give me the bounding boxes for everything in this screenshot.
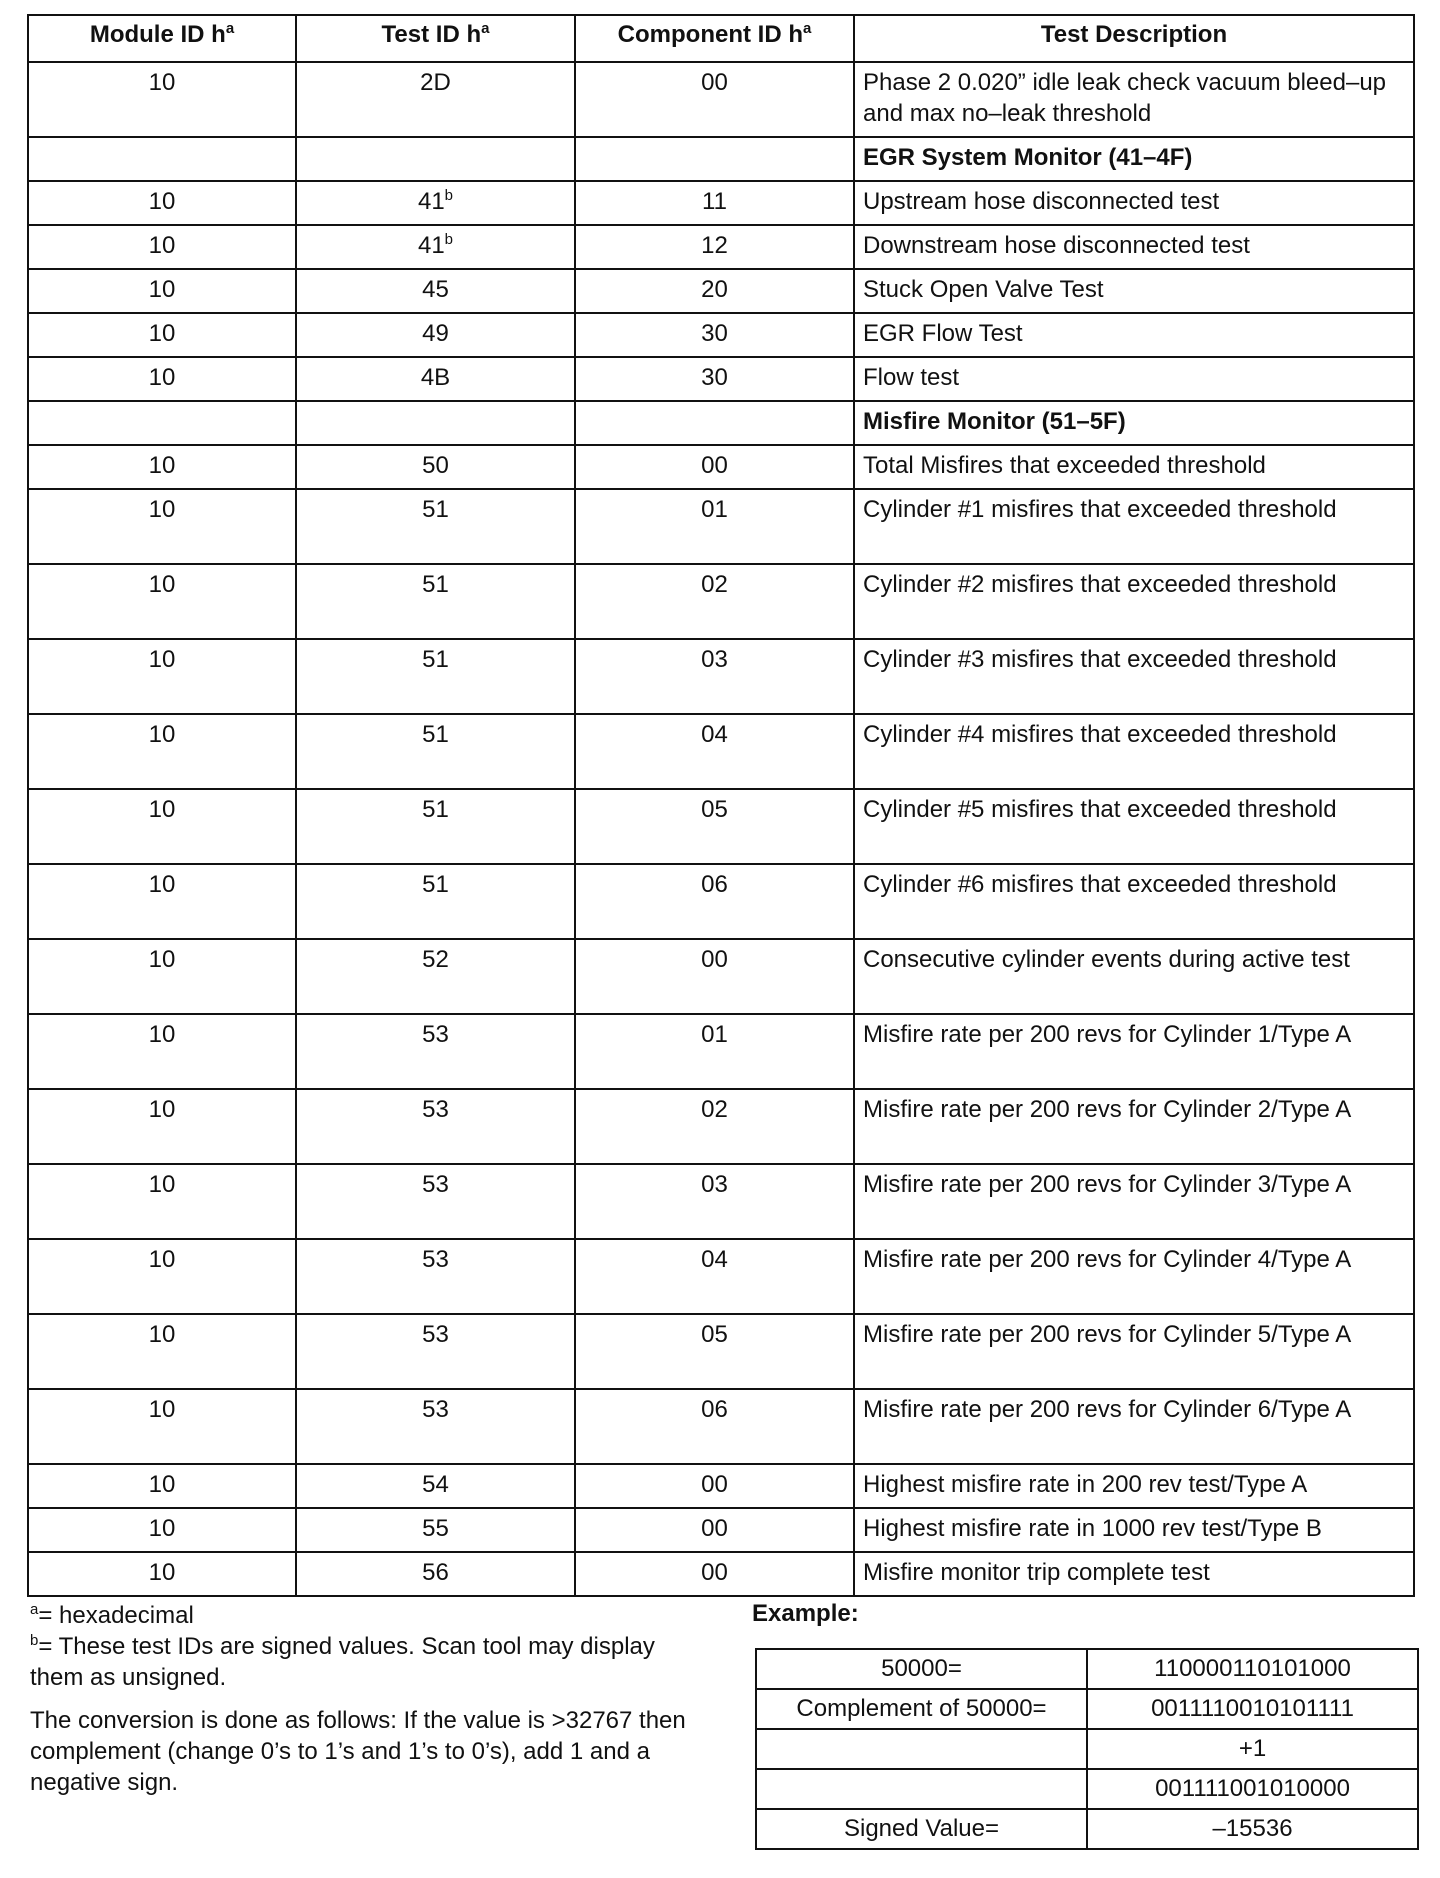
example-row (756, 1809, 1418, 1849)
example-value-cell: 0011110010101111 (1087, 1689, 1418, 1729)
table-row (28, 864, 1414, 939)
test-description-cell: Misfire rate per 200 revs for Cylinder 6/Type A (854, 1389, 1414, 1464)
component-id-cell: 00 (575, 445, 854, 489)
module-id-cell: 10 (28, 181, 296, 225)
footnote-a: $^a$= hexadecimal (30, 1601, 194, 1629)
footnote-b: $^b$= These test IDs are signed values. Scan tool may display them as unsigned. (30, 1632, 655, 1691)
table-row (28, 62, 1414, 137)
example-value-cell: 110000110101000 (1087, 1649, 1418, 1689)
example-row (756, 1689, 1418, 1729)
module-id-cell: 10 (28, 1552, 296, 1596)
table-row (28, 789, 1414, 864)
test-id-cell: 51 (296, 789, 575, 864)
module-id-cell: 10 (28, 269, 296, 313)
component-id-cell: 30 (575, 357, 854, 401)
module-id-cell: 10 (28, 864, 296, 939)
table-row (28, 1464, 1414, 1508)
test-description-cell: Total Misfires that exceeded threshold (854, 445, 1414, 489)
test-id-cell: 53 (296, 1089, 575, 1164)
module-id-cell: 10 (28, 225, 296, 269)
header-component-id: Component ID $h^a$ (575, 15, 854, 62)
component-id-cell: 00 (575, 1552, 854, 1596)
test-description-cell: Cylinder #4 misfires that exceeded threshold (854, 714, 1414, 789)
module-id-cell: 10 (28, 1014, 296, 1089)
table-row (28, 939, 1414, 1014)
example-label-cell (756, 1729, 1087, 1769)
example-body (756, 1649, 1418, 1849)
module-id-cell (28, 401, 296, 445)
test-description-cell: Misfire rate per 200 revs for Cylinder 2/Type A (854, 1089, 1414, 1164)
example-value-cell: 001111001010000 (1087, 1769, 1418, 1809)
component-id-cell: 03 (575, 639, 854, 714)
component-id-cell: 04 (575, 714, 854, 789)
test-id-cell: 55 (296, 1508, 575, 1552)
component-id-cell: 02 (575, 1089, 854, 1164)
module-id-cell: 10 (28, 1464, 296, 1508)
module-id-cell: 10 (28, 489, 296, 564)
component-id-cell: 00 (575, 1464, 854, 1508)
test-description-cell: Downstream hose disconnected test (854, 225, 1414, 269)
test-id-cell: 4B (296, 357, 575, 401)
table-row (28, 225, 1414, 269)
test-description-cell: Misfire rate per 200 revs for Cylinder 1/Type A (854, 1014, 1414, 1089)
test-description-cell: Consecutive cylinder events during active test (854, 939, 1414, 1014)
footnotes (30, 1600, 710, 1798)
table-row (28, 1389, 1414, 1464)
component-id-cell: 04 (575, 1239, 854, 1314)
example-label-cell: 50000= (756, 1649, 1087, 1689)
module-id-cell: 10 (28, 313, 296, 357)
test-id-cell (296, 137, 575, 181)
test-id-cell: 51 (296, 864, 575, 939)
test-id-cell: 54 (296, 1464, 575, 1508)
table-row (28, 1164, 1414, 1239)
component-id-cell: 00 (575, 1508, 854, 1552)
example-value-cell: +1 (1087, 1729, 1418, 1769)
component-id-cell: 03 (575, 1164, 854, 1239)
table-row (28, 1089, 1414, 1164)
test-description-cell: Misfire rate per 200 revs for Cylinder 4/Type A (854, 1239, 1414, 1314)
test-id-cell: 53 (296, 1389, 575, 1464)
component-id-cell: 30 (575, 313, 854, 357)
table-row (28, 1508, 1414, 1552)
test-id-cell: 53 (296, 1239, 575, 1314)
test-id-cell: 41$^b$ (296, 181, 575, 225)
module-id-cell: 10 (28, 1508, 296, 1552)
conversion-note: The conversion is done as follows: If the value is >32767 then complement (change 0’s to 1’s and 1’s to 0’s), add 1 and a negative sign. (30, 1707, 686, 1796)
test-description-cell: EGR Flow Test (854, 313, 1414, 357)
test-id-cell: 53 (296, 1164, 575, 1239)
test-description-cell: EGR System Monitor (41–4F) (854, 137, 1414, 181)
component-id-cell: 00 (575, 62, 854, 137)
test-id-cell: 52 (296, 939, 575, 1014)
test-id-cell: 51 (296, 489, 575, 564)
table-row (28, 1552, 1414, 1596)
component-id-cell: 06 (575, 1389, 854, 1464)
example-label-cell: Complement of 50000= (756, 1689, 1087, 1729)
header-test-id: Test ID $h^a$ (296, 15, 575, 62)
component-id-cell (575, 137, 854, 181)
test-description-cell: Misfire rate per 200 revs for Cylinder 5/Type A (854, 1314, 1414, 1389)
module-id-cell: 10 (28, 62, 296, 137)
test-description-cell: Cylinder #2 misfires that exceeded threshold (854, 564, 1414, 639)
component-id-cell: 00 (575, 939, 854, 1014)
test-id-cell (296, 401, 575, 445)
table-row (28, 1014, 1414, 1089)
module-id-cell: 10 (28, 1389, 296, 1464)
test-id-cell: 53 (296, 1014, 575, 1089)
example-row (756, 1769, 1418, 1809)
test-id-cell: 2D (296, 62, 575, 137)
component-id-cell: 05 (575, 789, 854, 864)
module-id-cell: 10 (28, 1314, 296, 1389)
test-id-cell: 45 (296, 269, 575, 313)
example-row (756, 1649, 1418, 1689)
test-description-cell: Highest misfire rate in 1000 rev test/Type B (854, 1508, 1414, 1552)
table-body (28, 62, 1414, 1596)
table-row (28, 357, 1414, 401)
module-id-cell: 10 (28, 357, 296, 401)
header-test-description: Test Description (854, 15, 1414, 62)
table-row (28, 269, 1414, 313)
table-row (28, 714, 1414, 789)
test-description-cell: Misfire monitor trip complete test (854, 1552, 1414, 1596)
test-id-cell: 56 (296, 1552, 575, 1596)
test-description-cell: Cylinder #5 misfires that exceeded threshold (854, 789, 1414, 864)
test-description-cell: Cylinder #6 misfires that exceeded threshold (854, 864, 1414, 939)
test-id-cell: 41$^b$ (296, 225, 575, 269)
component-id-cell (575, 401, 854, 445)
test-description-cell: Upstream hose disconnected test (854, 181, 1414, 225)
section-header-row (28, 401, 1414, 445)
module-id-cell: 10 (28, 1239, 296, 1314)
module-id-cell: 10 (28, 639, 296, 714)
module-id-cell: 10 (28, 714, 296, 789)
table-row (28, 313, 1414, 357)
test-description-cell: Stuck Open Valve Test (854, 269, 1414, 313)
component-id-cell: 06 (575, 864, 854, 939)
module-id-cell: 10 (28, 939, 296, 1014)
module-id-cell: 10 (28, 564, 296, 639)
component-id-cell: 05 (575, 1314, 854, 1389)
table-row (28, 564, 1414, 639)
module-id-cell (28, 137, 296, 181)
module-id-cell: 10 (28, 789, 296, 864)
test-id-cell: 51 (296, 564, 575, 639)
test-id-cell: 50 (296, 445, 575, 489)
component-id-cell: 20 (575, 269, 854, 313)
header-module-id: Module ID $h^a$ (28, 15, 296, 62)
test-description-cell: Phase 2 0.020” idle leak check vacuum bleed–up and max no–leak threshold (854, 62, 1414, 137)
test-description-cell: Flow test (854, 357, 1414, 401)
example-label: Example: (752, 1600, 859, 1627)
module-id-cell: 10 (28, 445, 296, 489)
module-id-cell: 10 (28, 1089, 296, 1164)
test-id-cell: 49 (296, 313, 575, 357)
test-description-cell: Misfire Monitor (51–5F) (854, 401, 1414, 445)
test-description-cell: Highest misfire rate in 200 rev test/Type A (854, 1464, 1414, 1508)
test-description-cell: Cylinder #3 misfires that exceeded threshold (854, 639, 1414, 714)
table-header-row (28, 15, 1414, 62)
table-row (28, 445, 1414, 489)
table-row (28, 639, 1414, 714)
test-id-cell: 53 (296, 1314, 575, 1389)
section-header-row (28, 137, 1414, 181)
example-value-cell: –15536 (1087, 1809, 1418, 1849)
table-row (28, 1239, 1414, 1314)
test-id-table (27, 14, 1415, 1597)
test-id-cell: 51 (296, 639, 575, 714)
module-id-cell: 10 (28, 1164, 296, 1239)
table-row (28, 489, 1414, 564)
table-row (28, 1314, 1414, 1389)
component-id-cell: 02 (575, 564, 854, 639)
table-row (28, 181, 1414, 225)
component-id-cell: 01 (575, 489, 854, 564)
example-label-cell (756, 1769, 1087, 1809)
component-id-cell: 12 (575, 225, 854, 269)
test-id-cell: 51 (296, 714, 575, 789)
component-id-cell: 01 (575, 1014, 854, 1089)
component-id-cell: 11 (575, 181, 854, 225)
example-table (755, 1648, 1419, 1850)
example-row (756, 1729, 1418, 1769)
example-label-cell: Signed Value= (756, 1809, 1087, 1849)
test-description-cell: Misfire rate per 200 revs for Cylinder 3/Type A (854, 1164, 1414, 1239)
test-description-cell: Cylinder #1 misfires that exceeded threshold (854, 489, 1414, 564)
